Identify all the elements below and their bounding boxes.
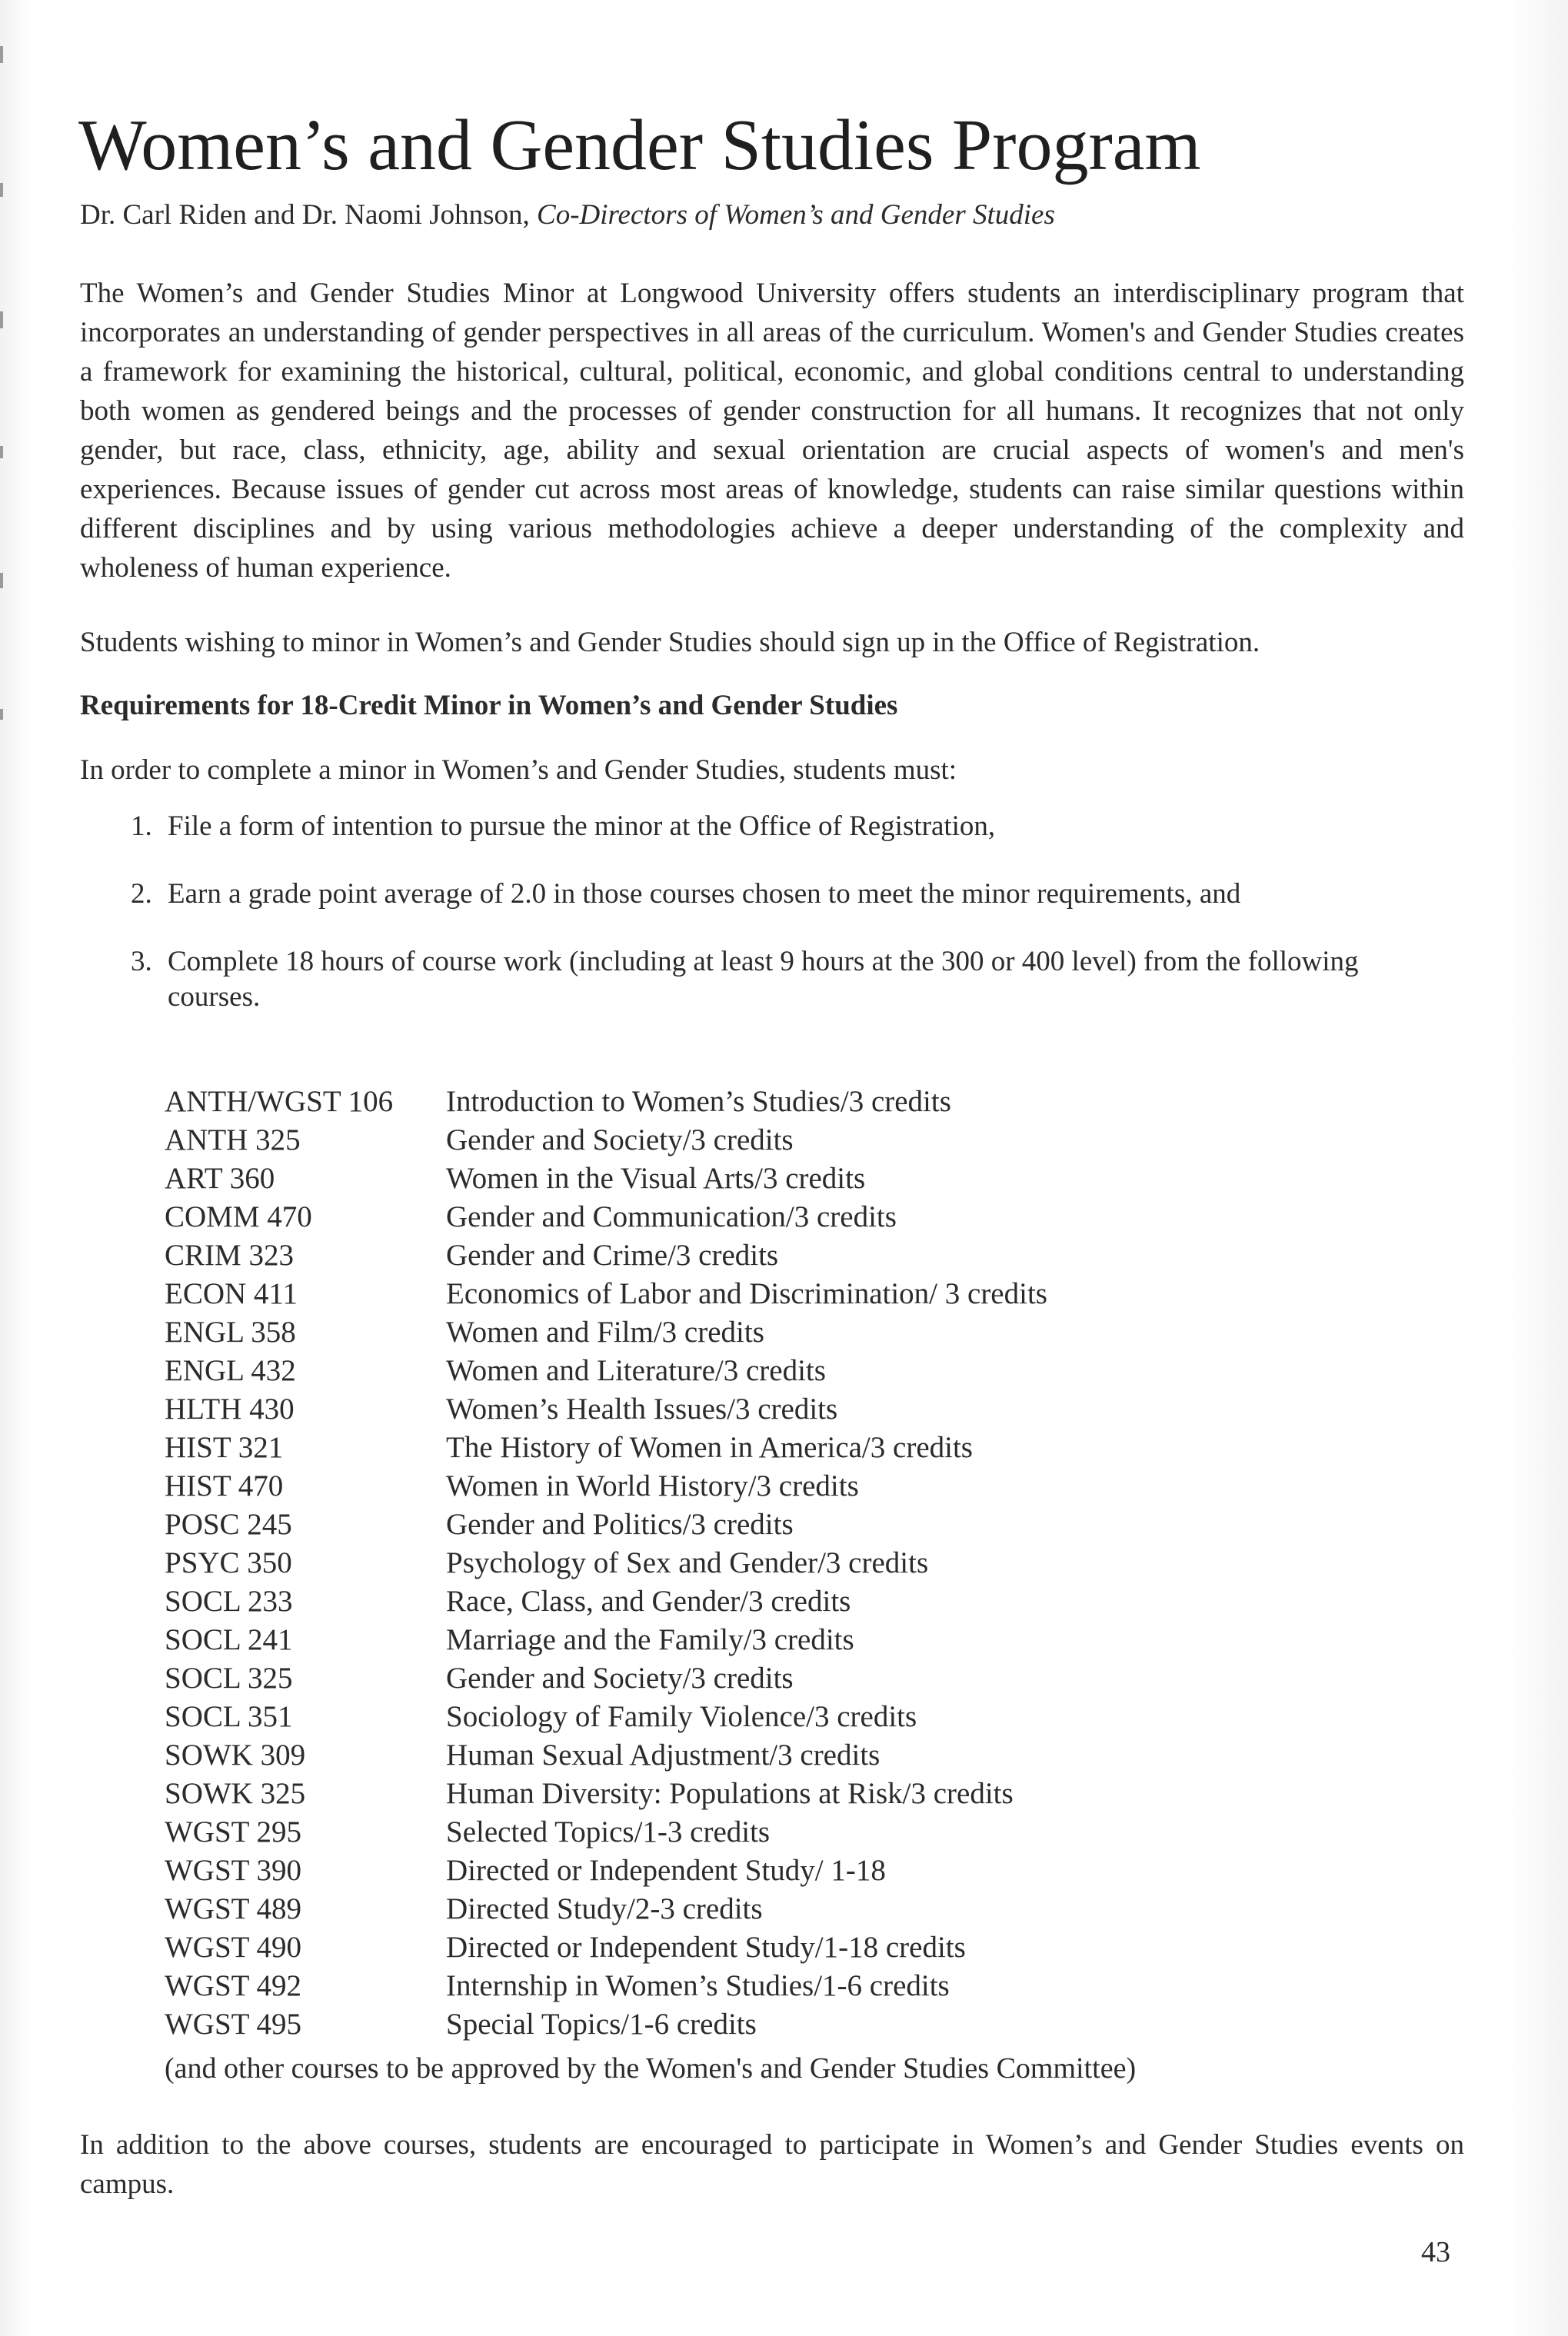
course-row bbox=[165, 1890, 1047, 1928]
course-row bbox=[165, 1083, 1047, 1121]
course-code: HIST 321 bbox=[165, 1431, 284, 1464]
course-row bbox=[165, 1967, 1047, 2005]
course-code: POSC 245 bbox=[165, 1508, 292, 1541]
course-code: WGST 489 bbox=[165, 1892, 302, 1925]
course-code: WGST 495 bbox=[165, 2008, 302, 2041]
course-title: Gender and Society/3 credits bbox=[446, 1662, 794, 1695]
course-list bbox=[165, 1083, 1047, 2044]
course-title: Women and Literature/3 credits bbox=[446, 1354, 826, 1387]
course-row bbox=[165, 1313, 1047, 1352]
course-row bbox=[165, 1160, 1047, 1198]
course-code: ECON 411 bbox=[165, 1277, 298, 1310]
requirements-steps bbox=[80, 809, 1387, 1047]
course-title: Psychology of Sex and Gender/3 credits bbox=[446, 1546, 929, 1579]
course-row bbox=[165, 2005, 1047, 2044]
course-code: ENGL 358 bbox=[165, 1316, 296, 1349]
course-title: Human Sexual Adjustment/3 credits bbox=[446, 1739, 881, 1772]
course-title: Special Topics/1-6 credits bbox=[446, 2008, 757, 2041]
step-text: File a form of intention to pursue the minor at the Office of Registration, bbox=[168, 810, 996, 842]
byline-names: Dr. Carl Riden and Dr. Naomi Johnson, bbox=[80, 199, 538, 231]
course-title: Economics of Labor and Discrimination/ 3 credits bbox=[446, 1277, 1047, 1310]
course-code: COMM 470 bbox=[165, 1200, 312, 1233]
course-row bbox=[165, 1736, 1047, 1775]
course-code: ANTH 325 bbox=[165, 1123, 301, 1156]
course-code: SOCL 241 bbox=[165, 1623, 293, 1656]
requirement-step bbox=[80, 809, 1387, 844]
course-title: Marriage and the Family/3 credits bbox=[446, 1623, 854, 1656]
course-row bbox=[165, 1698, 1047, 1736]
closing-paragraph: In addition to the above courses, students are encouraged to participate in Women’s and Gender Studies events on campus. bbox=[80, 2129, 1464, 2200]
course-code: CRIM 323 bbox=[165, 1239, 294, 1272]
step-text: Earn a grade point average of 2.0 in those courses chosen to meet the minor requirements, and bbox=[168, 878, 1241, 910]
byline-role: Co-Directors of Women’s and Gender Studies bbox=[537, 199, 1055, 231]
course-title: Internship in Women’s Studies/1-6 credits bbox=[446, 1969, 950, 2002]
course-title: Women in the Visual Arts/3 credits bbox=[446, 1162, 866, 1195]
course-title: Women’s Health Issues/3 credits bbox=[446, 1393, 838, 1426]
course-code: HLTH 430 bbox=[165, 1393, 295, 1426]
requirements-lead: In order to complete a minor in Women’s and Gender Studies, students must: bbox=[80, 754, 957, 786]
courses-note: (and other courses to be approved by the Women's and Gender Studies Committee) bbox=[165, 2052, 1137, 2085]
course-title: Gender and Politics/3 credits bbox=[446, 1508, 794, 1541]
course-title: Sociology of Family Violence/3 credits bbox=[446, 1700, 917, 1733]
course-row bbox=[165, 1928, 1047, 1967]
step-number: 2. bbox=[131, 878, 152, 910]
course-title: Women in World History/3 credits bbox=[446, 1469, 859, 1502]
byline bbox=[80, 198, 1055, 232]
course-title: The History of Women in America/3 credits bbox=[446, 1431, 973, 1464]
course-code: ART 360 bbox=[165, 1162, 275, 1195]
course-title: Selected Topics/1-3 credits bbox=[446, 1815, 771, 1849]
course-title: Gender and Communication/3 credits bbox=[446, 1200, 897, 1233]
course-title: Directed or Independent Study/ 1-18 bbox=[446, 1854, 886, 1887]
course-code: SOWK 309 bbox=[165, 1739, 306, 1772]
course-row bbox=[165, 1544, 1047, 1582]
course-title: Human Diversity: Populations at Risk/3 credits bbox=[446, 1777, 1014, 1810]
course-code: WGST 490 bbox=[165, 1931, 302, 1964]
course-code: SOCL 325 bbox=[165, 1662, 293, 1695]
course-code: SOCL 233 bbox=[165, 1585, 293, 1618]
requirement-step bbox=[80, 944, 1387, 1015]
requirements-heading: Requirements for 18-Credit Minor in Women’s and Gender Studies bbox=[80, 690, 898, 721]
course-title: Directed Study/2-3 credits bbox=[446, 1892, 763, 1925]
course-code: WGST 492 bbox=[165, 1969, 302, 2002]
course-row bbox=[165, 1121, 1047, 1160]
step-number: 3. bbox=[131, 946, 152, 977]
course-row bbox=[165, 1390, 1047, 1429]
course-title: Directed or Independent Study/1-18 credits bbox=[446, 1931, 966, 1964]
course-title: Women and Film/3 credits bbox=[446, 1316, 764, 1349]
course-row bbox=[165, 1621, 1047, 1659]
course-row bbox=[165, 1429, 1047, 1467]
course-row bbox=[165, 1275, 1047, 1313]
page-number: 43 bbox=[1421, 2236, 1450, 2268]
step-number: 1. bbox=[131, 810, 152, 842]
course-row bbox=[165, 1582, 1047, 1621]
course-row bbox=[165, 1236, 1047, 1275]
course-row bbox=[165, 1467, 1047, 1506]
course-row bbox=[165, 1352, 1047, 1390]
course-code: SOWK 325 bbox=[165, 1777, 306, 1810]
course-row bbox=[165, 1659, 1047, 1698]
signup-paragraph: Students wishing to minor in Women’s and Gender Studies should sign up in the Office of Registration. bbox=[80, 627, 1260, 658]
intro-paragraph: The Women’s and Gender Studies Minor at Longwood University offers students an interdisciplinary program that incorporates an understanding of gender perspectives in all areas of the curriculum. Women's and Gender Studies creates a framework for examining the historical, cultural, political, economic, and global conditions central to understanding both women as gendered beings and the processes of gender construction for all humans. It recognizes that not only gender, but race, class, ethnicity, age, ability and sexual orientation are crucial aspects of women's and men's experiences. Because issues of gender cut across most areas of knowledge, students can raise similar questions within different disciplines and by using various methodologies achieve a deeper understanding of the complexity and wholeness of human experience. bbox=[80, 278, 1464, 584]
step-text: Complete 18 hours of course work (including at least 9 hours at the 300 or 400 level) from the following courses. bbox=[168, 946, 1359, 1013]
course-code: WGST 295 bbox=[165, 1815, 302, 1849]
course-row bbox=[165, 1775, 1047, 1813]
course-row bbox=[165, 1813, 1047, 1852]
course-row bbox=[165, 1506, 1047, 1544]
course-row bbox=[165, 1198, 1047, 1236]
course-code: ANTH/WGST 106 bbox=[165, 1085, 394, 1118]
course-title: Introduction to Women’s Studies/3 credits bbox=[446, 1085, 951, 1118]
course-code: SOCL 351 bbox=[165, 1700, 293, 1733]
requirement-step bbox=[80, 877, 1387, 912]
course-code: HIST 470 bbox=[165, 1469, 284, 1502]
course-row bbox=[165, 1852, 1047, 1890]
course-title: Race, Class, and Gender/3 credits bbox=[446, 1585, 851, 1618]
course-title: Gender and Society/3 credits bbox=[446, 1123, 794, 1156]
course-code: PSYC 350 bbox=[165, 1546, 292, 1579]
page-title: Women’s and Gender Studies Program bbox=[78, 105, 1201, 185]
binding-edge-marks bbox=[0, 0, 5, 2336]
course-code: WGST 390 bbox=[165, 1854, 302, 1887]
course-title: Gender and Crime/3 credits bbox=[446, 1239, 779, 1272]
course-code: ENGL 432 bbox=[165, 1354, 296, 1387]
